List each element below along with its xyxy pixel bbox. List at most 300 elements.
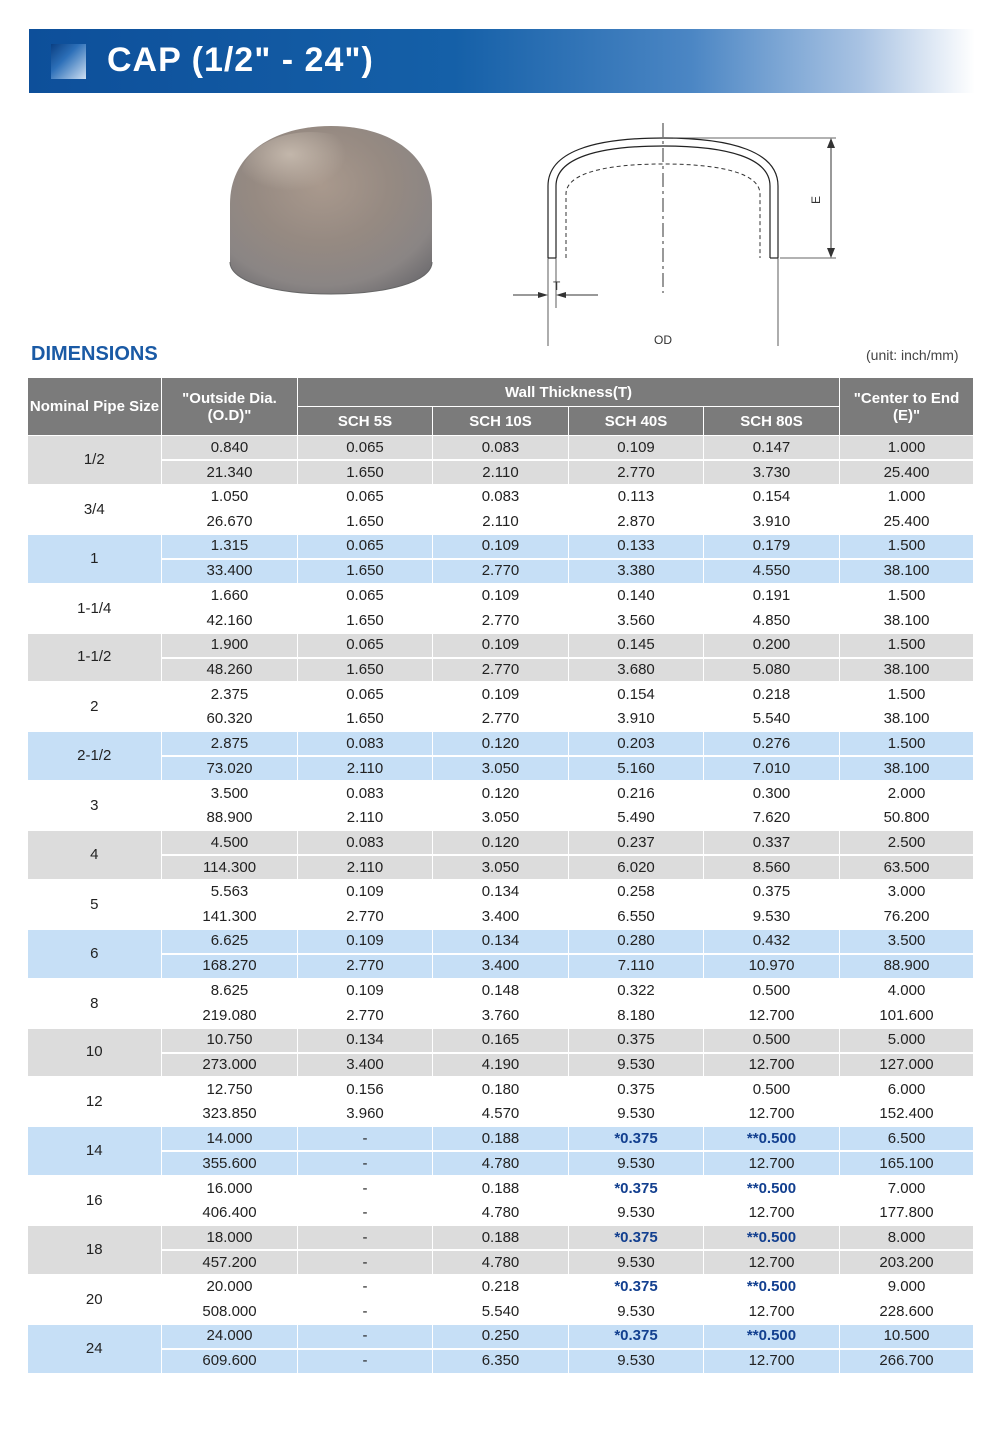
table-cell: 273.000 (162, 1053, 298, 1078)
table-cell: 0.113 (569, 485, 704, 510)
nominal-size-cell: 3/4 (28, 485, 162, 534)
table-cell: 2.870 (569, 510, 704, 535)
table-cell: 0.840 (162, 436, 298, 461)
nominal-size-cell: 10 (28, 1028, 162, 1077)
table-cell: 2.770 (298, 954, 433, 979)
table-row (28, 633, 974, 658)
table-row (28, 534, 974, 559)
table-cell: 7.010 (704, 756, 840, 781)
table-row (28, 1003, 974, 1028)
nominal-size-cell: 2 (28, 682, 162, 731)
table-cell: 4.780 (433, 1151, 569, 1176)
table-cell: 2.875 (162, 732, 298, 757)
table-cell: 0.065 (298, 633, 433, 658)
header-center-to-end: "Center to End (E)" (840, 378, 974, 436)
table-cell: 9.530 (569, 1053, 704, 1078)
table-cell: 8.180 (569, 1003, 704, 1028)
dimensions-table (27, 377, 974, 1375)
table-cell: 6.000 (840, 1077, 974, 1102)
table-row (28, 1349, 974, 1374)
table-cell: 5.540 (704, 707, 840, 732)
table-cell: 12.750 (162, 1077, 298, 1102)
table-cell: 0.145 (569, 633, 704, 658)
cap-cross-section-diagram (508, 118, 848, 350)
table-cell: 152.400 (840, 1102, 974, 1127)
table-cell: - (298, 1250, 433, 1275)
table-cell: 4.500 (162, 831, 298, 856)
table-cell: 0.500 (704, 1028, 840, 1053)
nominal-size-cell: 14 (28, 1127, 162, 1176)
table-cell: 2.770 (433, 658, 569, 683)
table-row (28, 1102, 974, 1127)
table-cell: 0.188 (433, 1176, 569, 1201)
nominal-size-cell: 3 (28, 781, 162, 830)
table-row (28, 806, 974, 831)
table-cell: 0.109 (569, 436, 704, 461)
table-cell: 228.600 (840, 1300, 974, 1325)
table-cell: 406.400 (162, 1201, 298, 1226)
unit-note: (unit: inch/mm) (866, 347, 959, 363)
table-row (28, 979, 974, 1004)
table-cell: 60.320 (162, 707, 298, 732)
table-cell: 1.050 (162, 485, 298, 510)
table-cell: 10.500 (840, 1324, 974, 1349)
table-cell: 18.000 (162, 1226, 298, 1251)
table-cell: 50.800 (840, 806, 974, 831)
table-cell: 2.110 (298, 806, 433, 831)
table-row (28, 1028, 974, 1053)
table-row (28, 1300, 974, 1325)
header-nominal-pipe-size: Nominal Pipe Size (28, 378, 162, 436)
table-row (28, 1151, 974, 1176)
table-cell: 0.134 (298, 1028, 433, 1053)
table-row (28, 880, 974, 905)
table-row (28, 1053, 974, 1078)
table-cell: **0.500 (704, 1226, 840, 1251)
table-row (28, 559, 974, 584)
header-sch-10s: SCH 10S (433, 407, 569, 436)
table-cell: 0.375 (569, 1028, 704, 1053)
table-cell: 0.180 (433, 1077, 569, 1102)
table-cell: 2.110 (433, 510, 569, 535)
table-row (28, 954, 974, 979)
table-row (28, 1176, 974, 1201)
nominal-size-cell: 12 (28, 1077, 162, 1126)
nominal-size-cell: 1 (28, 534, 162, 583)
table-row (28, 732, 974, 757)
table-cell: 1.650 (298, 460, 433, 485)
table-cell: 0.432 (704, 929, 840, 954)
size-group (28, 781, 974, 830)
table-cell: 4.780 (433, 1201, 569, 1226)
nominal-size-cell: 4 (28, 831, 162, 880)
table-cell: 0.165 (433, 1028, 569, 1053)
table-cell: 3.050 (433, 756, 569, 781)
table-cell: 0.276 (704, 732, 840, 757)
table-cell: 3.050 (433, 855, 569, 880)
table-cell: 0.120 (433, 732, 569, 757)
table-cell: 457.200 (162, 1250, 298, 1275)
table-cell: 0.337 (704, 831, 840, 856)
table-row (28, 436, 974, 461)
table-cell: 7.620 (704, 806, 840, 831)
table-cell: 7.110 (569, 954, 704, 979)
table-row (28, 1201, 974, 1226)
table-cell: 0.120 (433, 831, 569, 856)
nominal-size-cell: 1-1/2 (28, 633, 162, 682)
dim-label-e: E (809, 195, 823, 204)
table-cell: 1.000 (840, 485, 974, 510)
table-cell: 0.109 (433, 633, 569, 658)
header-sch-80s: SCH 80S (704, 407, 840, 436)
table-cell: 3.680 (569, 658, 704, 683)
table-row (28, 1226, 974, 1251)
table-cell: 3.500 (840, 929, 974, 954)
table-cell: 508.000 (162, 1300, 298, 1325)
table-cell: 0.109 (298, 979, 433, 1004)
table-cell: 0.140 (569, 584, 704, 609)
table-row (28, 1275, 974, 1300)
table-row (28, 1077, 974, 1102)
table-cell: - (298, 1349, 433, 1374)
table-cell: 1.500 (840, 682, 974, 707)
table-cell: 2.110 (298, 756, 433, 781)
table-cell: 0.250 (433, 1324, 569, 1349)
table-row (28, 707, 974, 732)
table-cell: 1.650 (298, 707, 433, 732)
table-cell: 38.100 (840, 756, 974, 781)
table-cell: 0.154 (704, 485, 840, 510)
table-cell: 0.083 (433, 436, 569, 461)
table-cell: 73.020 (162, 756, 298, 781)
table-cell: 3.050 (433, 806, 569, 831)
size-group (28, 485, 974, 534)
table-cell: 38.100 (840, 608, 974, 633)
table-cell: 2.375 (162, 682, 298, 707)
table-cell: 2.770 (433, 559, 569, 584)
table-cell: *0.375 (569, 1176, 704, 1201)
table-cell: 0.179 (704, 534, 840, 559)
table-cell: 26.670 (162, 510, 298, 535)
table-cell: 5.000 (840, 1028, 974, 1053)
table-cell: - (298, 1151, 433, 1176)
size-group (28, 1077, 974, 1126)
table-cell: 177.800 (840, 1201, 974, 1226)
nominal-size-cell: 1-1/4 (28, 584, 162, 633)
table-cell: 2.770 (433, 608, 569, 633)
table-cell: 3.910 (704, 510, 840, 535)
table-cell: 1.900 (162, 633, 298, 658)
table-cell: 4.550 (704, 559, 840, 584)
table-cell: 2.000 (840, 781, 974, 806)
table-cell: *0.375 (569, 1275, 704, 1300)
table-cell: 0.148 (433, 979, 569, 1004)
table-cell: 1.650 (298, 559, 433, 584)
table-cell: 3.910 (569, 707, 704, 732)
table-cell: 12.700 (704, 1349, 840, 1374)
table-cell: - (298, 1176, 433, 1201)
table-cell: 88.900 (162, 806, 298, 831)
table-cell: 8.625 (162, 979, 298, 1004)
table-cell: 12.700 (704, 1300, 840, 1325)
table-cell: 3.400 (433, 954, 569, 979)
size-group (28, 1028, 974, 1077)
table-cell: 0.500 (704, 979, 840, 1004)
table-cell: 76.200 (840, 905, 974, 930)
size-group (28, 732, 974, 781)
table-cell: 0.280 (569, 929, 704, 954)
table-cell: 266.700 (840, 1349, 974, 1374)
table-cell: 0.500 (704, 1077, 840, 1102)
table-cell: 1.500 (840, 584, 974, 609)
table-cell: 0.191 (704, 584, 840, 609)
table-cell: **0.500 (704, 1127, 840, 1152)
table-cell: 0.134 (433, 929, 569, 954)
nominal-size-cell: 2-1/2 (28, 732, 162, 781)
table-cell: 0.109 (433, 682, 569, 707)
table-cell: 6.500 (840, 1127, 974, 1152)
table-cell: 0.083 (433, 485, 569, 510)
table-cell: 6.550 (569, 905, 704, 930)
table-cell: 127.000 (840, 1053, 974, 1078)
table-cell: 0.133 (569, 534, 704, 559)
table-cell: 8.000 (840, 1226, 974, 1251)
size-group (28, 1176, 974, 1225)
table-cell: 9.530 (569, 1201, 704, 1226)
nominal-size-cell: 1/2 (28, 436, 162, 485)
table-cell: 33.400 (162, 559, 298, 584)
table-cell: 1.660 (162, 584, 298, 609)
table-cell: 0.065 (298, 584, 433, 609)
table-cell: 2.110 (298, 855, 433, 880)
size-group (28, 880, 974, 929)
table-cell: 0.188 (433, 1127, 569, 1152)
table-cell: 42.160 (162, 608, 298, 633)
table-cell: 141.300 (162, 905, 298, 930)
table-row (28, 855, 974, 880)
table-cell: 12.700 (704, 1053, 840, 1078)
nominal-size-cell: 5 (28, 880, 162, 929)
table-cell: 0.237 (569, 831, 704, 856)
table-cell: 10.970 (704, 954, 840, 979)
table-row (28, 682, 974, 707)
table-cell: 3.760 (433, 1003, 569, 1028)
table-cell: 9.530 (704, 905, 840, 930)
table-cell: 5.080 (704, 658, 840, 683)
dim-label-od: OD (654, 333, 672, 347)
table-cell: 24.000 (162, 1324, 298, 1349)
size-group (28, 929, 974, 978)
table-cell: 4.000 (840, 979, 974, 1004)
table-cell: 0.322 (569, 979, 704, 1004)
table-cell: 0.203 (569, 732, 704, 757)
table-cell: 2.770 (433, 707, 569, 732)
table-cell: - (298, 1275, 433, 1300)
table-cell: 38.100 (840, 658, 974, 683)
table-cell: **0.500 (704, 1275, 840, 1300)
table-cell: **0.500 (704, 1324, 840, 1349)
table-cell: 101.600 (840, 1003, 974, 1028)
table-row (28, 460, 974, 485)
table-cell: 9.530 (569, 1250, 704, 1275)
table-cell: 5.540 (433, 1300, 569, 1325)
table-row (28, 510, 974, 535)
table-cell: 0.134 (433, 880, 569, 905)
table-cell: 0.120 (433, 781, 569, 806)
table-cell: 2.770 (569, 460, 704, 485)
cap-photo (226, 122, 436, 297)
table-cell: 9.000 (840, 1275, 974, 1300)
table-cell: 9.530 (569, 1102, 704, 1127)
table-cell: - (298, 1127, 433, 1152)
table-row (28, 584, 974, 609)
table-cell: 10.750 (162, 1028, 298, 1053)
table-cell: 203.200 (840, 1250, 974, 1275)
table-cell: 0.109 (298, 880, 433, 905)
table-cell: 12.700 (704, 1250, 840, 1275)
table-cell: 9.530 (569, 1300, 704, 1325)
table-row (28, 756, 974, 781)
table-cell: - (298, 1324, 433, 1349)
table-cell: *0.375 (569, 1127, 704, 1152)
size-group (28, 633, 974, 682)
table-cell: 168.270 (162, 954, 298, 979)
table-cell: **0.500 (704, 1176, 840, 1201)
table-cell: 6.350 (433, 1349, 569, 1374)
table-cell: 3.500 (162, 781, 298, 806)
table-cell: - (298, 1226, 433, 1251)
nominal-size-cell: 18 (28, 1226, 162, 1275)
table-cell: 3.400 (433, 905, 569, 930)
table-cell: 12.700 (704, 1151, 840, 1176)
table-cell: 1.500 (840, 633, 974, 658)
table-cell: 12.700 (704, 1003, 840, 1028)
table-cell: 3.000 (840, 880, 974, 905)
table-cell: 1.500 (840, 732, 974, 757)
table-cell: 1.000 (840, 436, 974, 461)
table-cell: 4.570 (433, 1102, 569, 1127)
table-cell: 0.147 (704, 436, 840, 461)
table-cell: 0.375 (704, 880, 840, 905)
table-cell: 1.650 (298, 608, 433, 633)
header-wall-thickness: Wall Thickness(T) (298, 378, 840, 407)
header-outside-dia: "Outside Dia. (O.D)" (162, 378, 298, 436)
table-cell: 14.000 (162, 1127, 298, 1152)
table-cell: 4.780 (433, 1250, 569, 1275)
nominal-size-cell: 6 (28, 929, 162, 978)
table-row (28, 1127, 974, 1152)
table-cell: 0.109 (433, 534, 569, 559)
table-cell: 6.625 (162, 929, 298, 954)
header-sch-40s: SCH 40S (569, 407, 704, 436)
size-group (28, 1324, 974, 1373)
table-cell: 9.530 (569, 1349, 704, 1374)
table-cell: 0.109 (298, 929, 433, 954)
size-group (28, 1226, 974, 1275)
table-cell: 0.065 (298, 485, 433, 510)
table-cell: - (298, 1201, 433, 1226)
table-cell: 2.110 (433, 460, 569, 485)
table-row (28, 485, 974, 510)
table-cell: 0.154 (569, 682, 704, 707)
header-sch-5s: SCH 5S (298, 407, 433, 436)
table-cell: 0.065 (298, 682, 433, 707)
table-cell: 0.200 (704, 633, 840, 658)
table-cell: *0.375 (569, 1226, 704, 1251)
table-cell: 3.560 (569, 608, 704, 633)
size-group (28, 979, 974, 1028)
size-group (28, 1275, 974, 1324)
table-cell: 5.160 (569, 756, 704, 781)
table-cell: 0.083 (298, 831, 433, 856)
table-cell: 12.700 (704, 1201, 840, 1226)
table-row (28, 781, 974, 806)
table-cell: 0.083 (298, 781, 433, 806)
page-title: CAP (1/2" - 24") (107, 41, 374, 79)
table-row (28, 658, 974, 683)
table-cell: 21.340 (162, 460, 298, 485)
table-row (28, 1250, 974, 1275)
table-cell: 25.400 (840, 460, 974, 485)
table-cell: 1.650 (298, 510, 433, 535)
nominal-size-cell: 20 (28, 1275, 162, 1324)
table-cell: 9.530 (569, 1151, 704, 1176)
table-cell: 323.850 (162, 1102, 298, 1127)
table-cell: 12.700 (704, 1102, 840, 1127)
size-group (28, 534, 974, 583)
table-cell: 0.218 (433, 1275, 569, 1300)
table-cell: 0.300 (704, 781, 840, 806)
table-cell: 1.315 (162, 534, 298, 559)
section-title: DIMENSIONS (31, 343, 158, 365)
nominal-size-cell: 8 (28, 979, 162, 1028)
table-cell: 38.100 (840, 707, 974, 732)
table-cell: 0.375 (569, 1077, 704, 1102)
table-cell: 20.000 (162, 1275, 298, 1300)
table-cell: 88.900 (840, 954, 974, 979)
table-cell: 0.065 (298, 436, 433, 461)
table-cell: 0.188 (433, 1226, 569, 1251)
table-row (28, 608, 974, 633)
table-cell: 1.500 (840, 534, 974, 559)
table-cell: 38.100 (840, 559, 974, 584)
table-cell: 3.730 (704, 460, 840, 485)
table-cell: 2.500 (840, 831, 974, 856)
table-cell: 2.770 (298, 1003, 433, 1028)
table-cell: 48.260 (162, 658, 298, 683)
banner-square-icon (51, 44, 86, 79)
table-cell: 114.300 (162, 855, 298, 880)
nominal-size-cell: 16 (28, 1176, 162, 1225)
size-group (28, 682, 974, 731)
table-cell: 6.020 (569, 855, 704, 880)
table-row (28, 831, 974, 856)
table-cell: 0.156 (298, 1077, 433, 1102)
table-cell: 3.380 (569, 559, 704, 584)
table-cell: 165.100 (840, 1151, 974, 1176)
size-group (28, 584, 974, 633)
table-cell: 0.109 (433, 584, 569, 609)
table-cell: 5.563 (162, 880, 298, 905)
nominal-size-cell: 24 (28, 1324, 162, 1373)
title-banner (29, 29, 975, 93)
table-cell: 5.490 (569, 806, 704, 831)
table-row (28, 905, 974, 930)
table-row (28, 929, 974, 954)
table-cell: 3.400 (298, 1053, 433, 1078)
table-cell: 0.083 (298, 732, 433, 757)
table-cell: 8.560 (704, 855, 840, 880)
